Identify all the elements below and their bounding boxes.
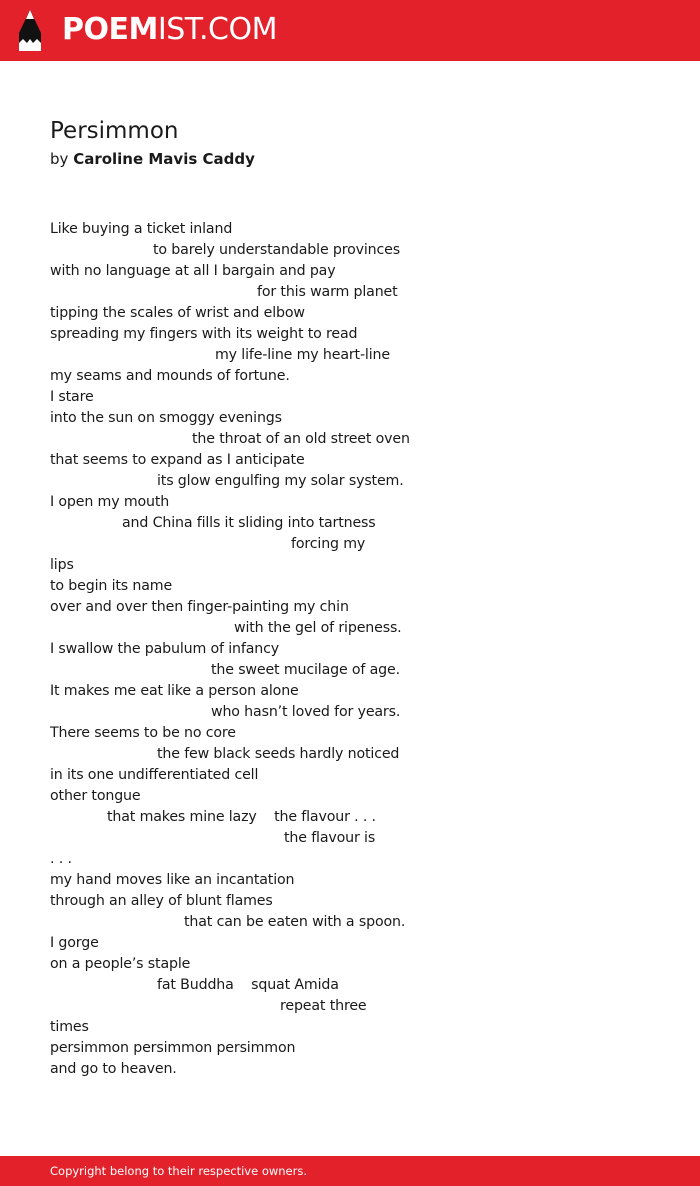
poem-line: spreading my fingers with its weight to read — [50, 326, 358, 342]
poem-line: Like buying a ticket inland — [50, 221, 233, 237]
poem-line: for this warm planet — [257, 284, 398, 300]
pencil-tip-icon[interactable] — [17, 9, 43, 52]
poem-line: in its one undifferentiated cell — [50, 767, 259, 783]
site-header — [0, 0, 700, 61]
brand-light: IST.COM — [157, 12, 277, 47]
brand-bold: POEM — [62, 12, 158, 47]
author-name: Caroline Mavis Caddy — [73, 150, 255, 168]
poem-title: Persimmon — [50, 118, 179, 144]
poem-line: on a people’s staple — [50, 956, 191, 972]
site-footer — [0, 1156, 700, 1186]
poem-line: I stare — [50, 389, 94, 405]
poem-line: tipping the scales of wrist and elbow — [50, 305, 305, 321]
poem-line: that makes mine lazy the flavour . . . — [107, 809, 376, 825]
poem-line: to begin its name — [50, 578, 173, 594]
poem-line: There seems to be no core — [50, 725, 236, 741]
poem-line: the flavour is — [284, 830, 376, 846]
poem-line: persimmon persimmon persimmon — [50, 1040, 296, 1056]
poem-line: I swallow the pabulum of infancy — [50, 641, 280, 657]
poem-line: through an alley of blunt flames — [50, 893, 273, 909]
poem-line: my seams and mounds of fortune. — [50, 368, 290, 384]
poem-line: I open my mouth — [50, 494, 170, 510]
poem-line: my life-line my heart-line — [215, 347, 390, 363]
poem-line: other tongue — [50, 788, 141, 804]
poem-line: who hasn’t loved for years. — [211, 704, 401, 720]
by-label: by — [50, 150, 69, 168]
poem-line: times — [50, 1019, 89, 1035]
copyright-text: Copyright belong to their respective owners. — [50, 1164, 308, 1178]
poem-line: I gorge — [50, 935, 99, 951]
poem-line: into the sun on smoggy evenings — [50, 410, 282, 426]
poem-line: and go to heaven. — [50, 1061, 177, 1077]
poem-body — [50, 219, 650, 1080]
poem-line: to barely understandable provinces — [153, 242, 400, 258]
poem-line: my hand moves like an incantation — [50, 872, 295, 888]
byline — [50, 149, 255, 169]
poem-line: the throat of an old street oven — [192, 431, 410, 447]
poem-line: with no language at all I bargain and pay — [50, 263, 336, 279]
poem-line: lips — [50, 557, 74, 573]
poem-line: forcing my — [291, 536, 366, 552]
poem-line: fat Buddha squat Amida — [157, 977, 339, 993]
poem-line: its glow engulfing my solar system. — [157, 473, 404, 489]
poem-line: that can be eaten with a spoon. — [184, 914, 406, 930]
poem-line: It makes me eat like a person alone — [50, 683, 299, 699]
poem-line: and China fills it sliding into tartness — [122, 515, 376, 531]
poem-line: with the gel of ripeness. — [234, 620, 402, 636]
poem-line: the few black seeds hardly noticed — [157, 746, 400, 762]
poem-line: the sweet mucilage of age. — [211, 662, 400, 678]
site-logo-text[interactable] — [62, 11, 277, 49]
poem-line: repeat three — [280, 998, 367, 1014]
poem-line: over and over then finger-painting my chin — [50, 599, 349, 615]
poem-line: . . . — [50, 851, 72, 867]
poem-line: that seems to expand as I anticipate — [50, 452, 305, 468]
